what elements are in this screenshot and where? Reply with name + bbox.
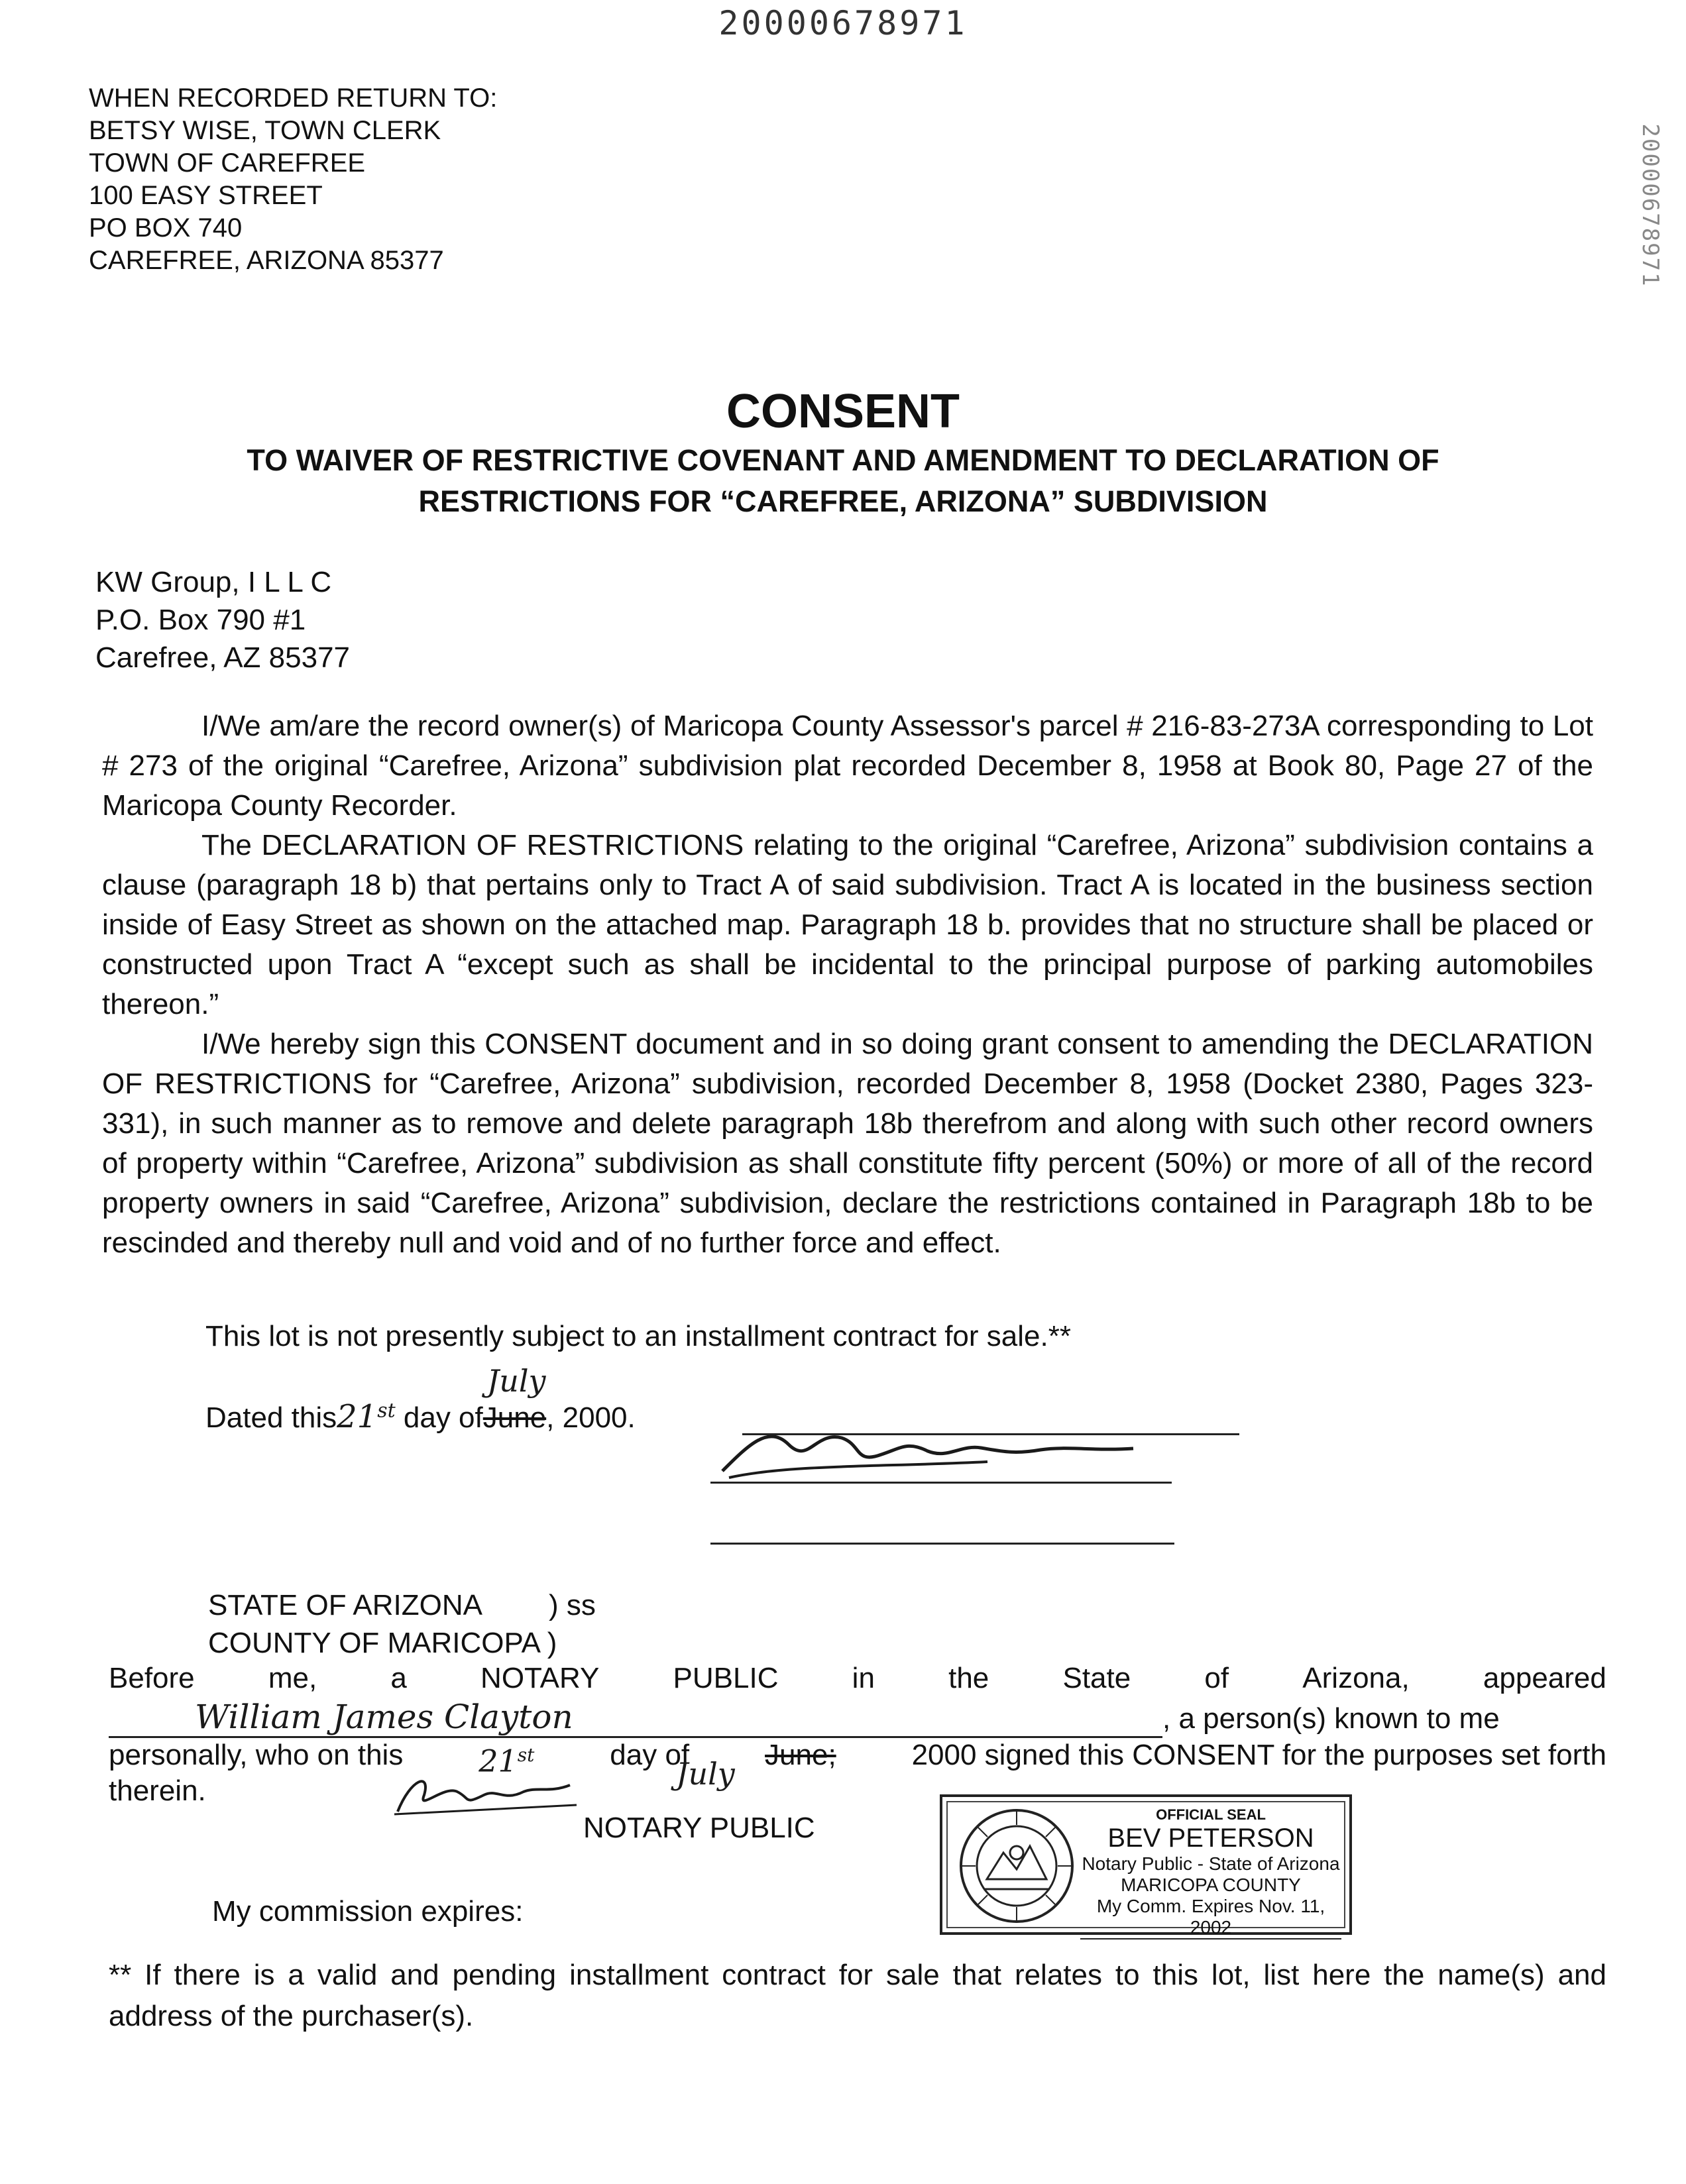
notary-seal-stamp <box>940 1794 1352 1938</box>
signature-line <box>742 1433 1239 1435</box>
subtitle-line: TO WAIVER OF RESTRICTIVE COVENANT AND AMENDMENT TO DECLARATION OF <box>247 443 1439 477</box>
subtitle-line: RESTRICTIONS FOR “CAREFREE, ARIZONA” SUBDIVISION <box>418 484 1268 518</box>
notary-word: State <box>1062 1662 1131 1694</box>
owner-address-line: Carefree, AZ 85377 <box>95 641 351 674</box>
notary-intro <box>109 1659 1606 1698</box>
notary-personally-prefix: personally, who on this <box>109 1739 404 1771</box>
consent-body <box>102 706 1593 1263</box>
recording-stamp-text: 20000678971 <box>1637 123 1663 288</box>
notary-word: PUBLIC <box>673 1662 779 1694</box>
notary-person-name: William James Clayton <box>195 1698 573 1736</box>
venue-county: COUNTY OF MARICOPA ) <box>208 1627 557 1659</box>
paragraph-consent: I/We hereby sign this CONSENT document and in so doing grant consent to amending the DECLARATION OF RESTRICTIONS for “Carefree, Arizona” subdivision, recorded December 8, 1958 (Docket 2380, Pages 323-331), in such manner as to remove and delete paragraph 18b therefrom and along with such other record owners of property within “Carefree, Arizona” subdivision as shall constitute fifty percent (50%) or more of all of the record property owners in said “Carefree, Arizona” subdivision, declare the restrictions contained in Paragraph 18b to be rescinded and thereby null and void and of no further force and effect. <box>102 1028 1593 1259</box>
venue-ss: ) ss <box>548 1589 596 1621</box>
return-line: 100 EASY STREET <box>89 181 323 210</box>
paragraph-ownership: I/We am/are the record owner(s) of Maricopa County Assessor's parcel # 216-83-273A corresponding to Lot # 273 of the original “Carefree, Arizona” subdivision plat recorded December 8, 1958 at Book 80, Page 27 of the Maricopa County Recorder. <box>102 710 1593 822</box>
return-line: PO BOX 740 <box>89 213 243 243</box>
dated-year: , 2000. <box>546 1401 636 1434</box>
owner-name: KW Group, I L L C <box>95 566 332 598</box>
notary-signature <box>391 1765 590 1818</box>
commission-label: My commission expires: <box>212 1895 524 1928</box>
notary-known-text: , a person(s) known to me <box>1162 1702 1500 1735</box>
document-number: 20000678971 <box>718 4 968 42</box>
seal-county: MARICOPA COUNTY <box>1121 1875 1301 1895</box>
owner-signature <box>709 1418 1186 1484</box>
dated-month-written: July <box>486 1363 546 1399</box>
notary-month-struck: June; <box>765 1739 836 1771</box>
notary-month-written: July <box>676 1756 735 1792</box>
dated-day-suffix: st <box>377 1399 396 1423</box>
document-subtitle <box>0 440 1686 522</box>
dated-day: 21 <box>337 1398 378 1435</box>
signature-line <box>710 1482 1172 1484</box>
notary-therein: therein. <box>109 1774 206 1807</box>
notary-word: the <box>948 1662 989 1694</box>
notary-rest: 2000 signed this CONSENT for the purposes set forth <box>911 1739 1606 1771</box>
seal-title: Notary Public - State of Arizona <box>1082 1853 1340 1874</box>
signature-line <box>710 1543 1174 1545</box>
dated-month-struck: June <box>482 1401 547 1434</box>
notary-word: a <box>390 1662 407 1694</box>
notary-word: me, <box>268 1662 317 1694</box>
dated-line <box>205 1363 636 1435</box>
recording-stamp <box>1626 106 1663 305</box>
return-line: TOWN OF CAREFREE <box>89 148 366 178</box>
owner-block <box>95 563 350 677</box>
state-seal-icon <box>957 1806 1076 1926</box>
document-title: CONSENT <box>726 385 960 438</box>
return-line: CAREFREE, ARIZONA 85377 <box>89 246 444 275</box>
return-address-block <box>89 82 497 277</box>
notary-word: of <box>1204 1662 1229 1694</box>
seal-official: OFFICIAL SEAL <box>1156 1806 1266 1823</box>
notary-venue <box>208 1586 596 1662</box>
dated-middle: day of <box>403 1401 483 1434</box>
return-line: BETSY WISE, TOWN CLERK <box>89 116 441 145</box>
notary-public-label: NOTARY PUBLIC <box>583 1812 815 1844</box>
seal-name: BEV PETERSON <box>1107 1824 1314 1853</box>
notary-word: appeared <box>1483 1662 1606 1694</box>
footnote: ** If there is a valid and pending installment contract for sale that relates to this lot, list here the name(s) and address of the purchaser(s). <box>109 1959 1606 2032</box>
notary-word: in <box>852 1662 875 1694</box>
seal-expires: My Comm. Expires Nov. 11, 2002 <box>1080 1896 1341 1939</box>
venue-state: STATE OF ARIZONA <box>208 1589 482 1621</box>
notary-day: 21 <box>478 1743 518 1779</box>
notary-word: Before <box>109 1662 195 1694</box>
notary-day-suffix: st <box>517 1744 535 1766</box>
notary-personally-line <box>109 1736 1606 1782</box>
notary-word: Arizona, <box>1302 1662 1410 1694</box>
owner-address-line: P.O. Box 790 #1 <box>95 604 306 636</box>
return-heading: WHEN RECORDED RETURN TO: <box>89 83 498 113</box>
installment-statement: This lot is not presently subject to an installment contract for sale.** <box>205 1320 1071 1352</box>
notary-person-line <box>109 1698 1606 1738</box>
dated-prefix: Dated this <box>205 1401 337 1434</box>
notary-day-of: day of <box>610 1739 690 1771</box>
notary-word: NOTARY <box>480 1662 600 1694</box>
paragraph-declaration: The DECLARATION OF RESTRICTIONS relating to the original “Carefree, Arizona” subdivision contains a clause (paragraph 18 b) that pertains only to Tract A of said subdivision. Tract A is located in the business section inside of Easy Street as shown on the attached map. Paragraph 18 b. provides that no structure shall be placed or constructed upon Tract A “except such as shall be incidental to the principal purpose of parking automobiles thereon.” <box>102 829 1593 1020</box>
